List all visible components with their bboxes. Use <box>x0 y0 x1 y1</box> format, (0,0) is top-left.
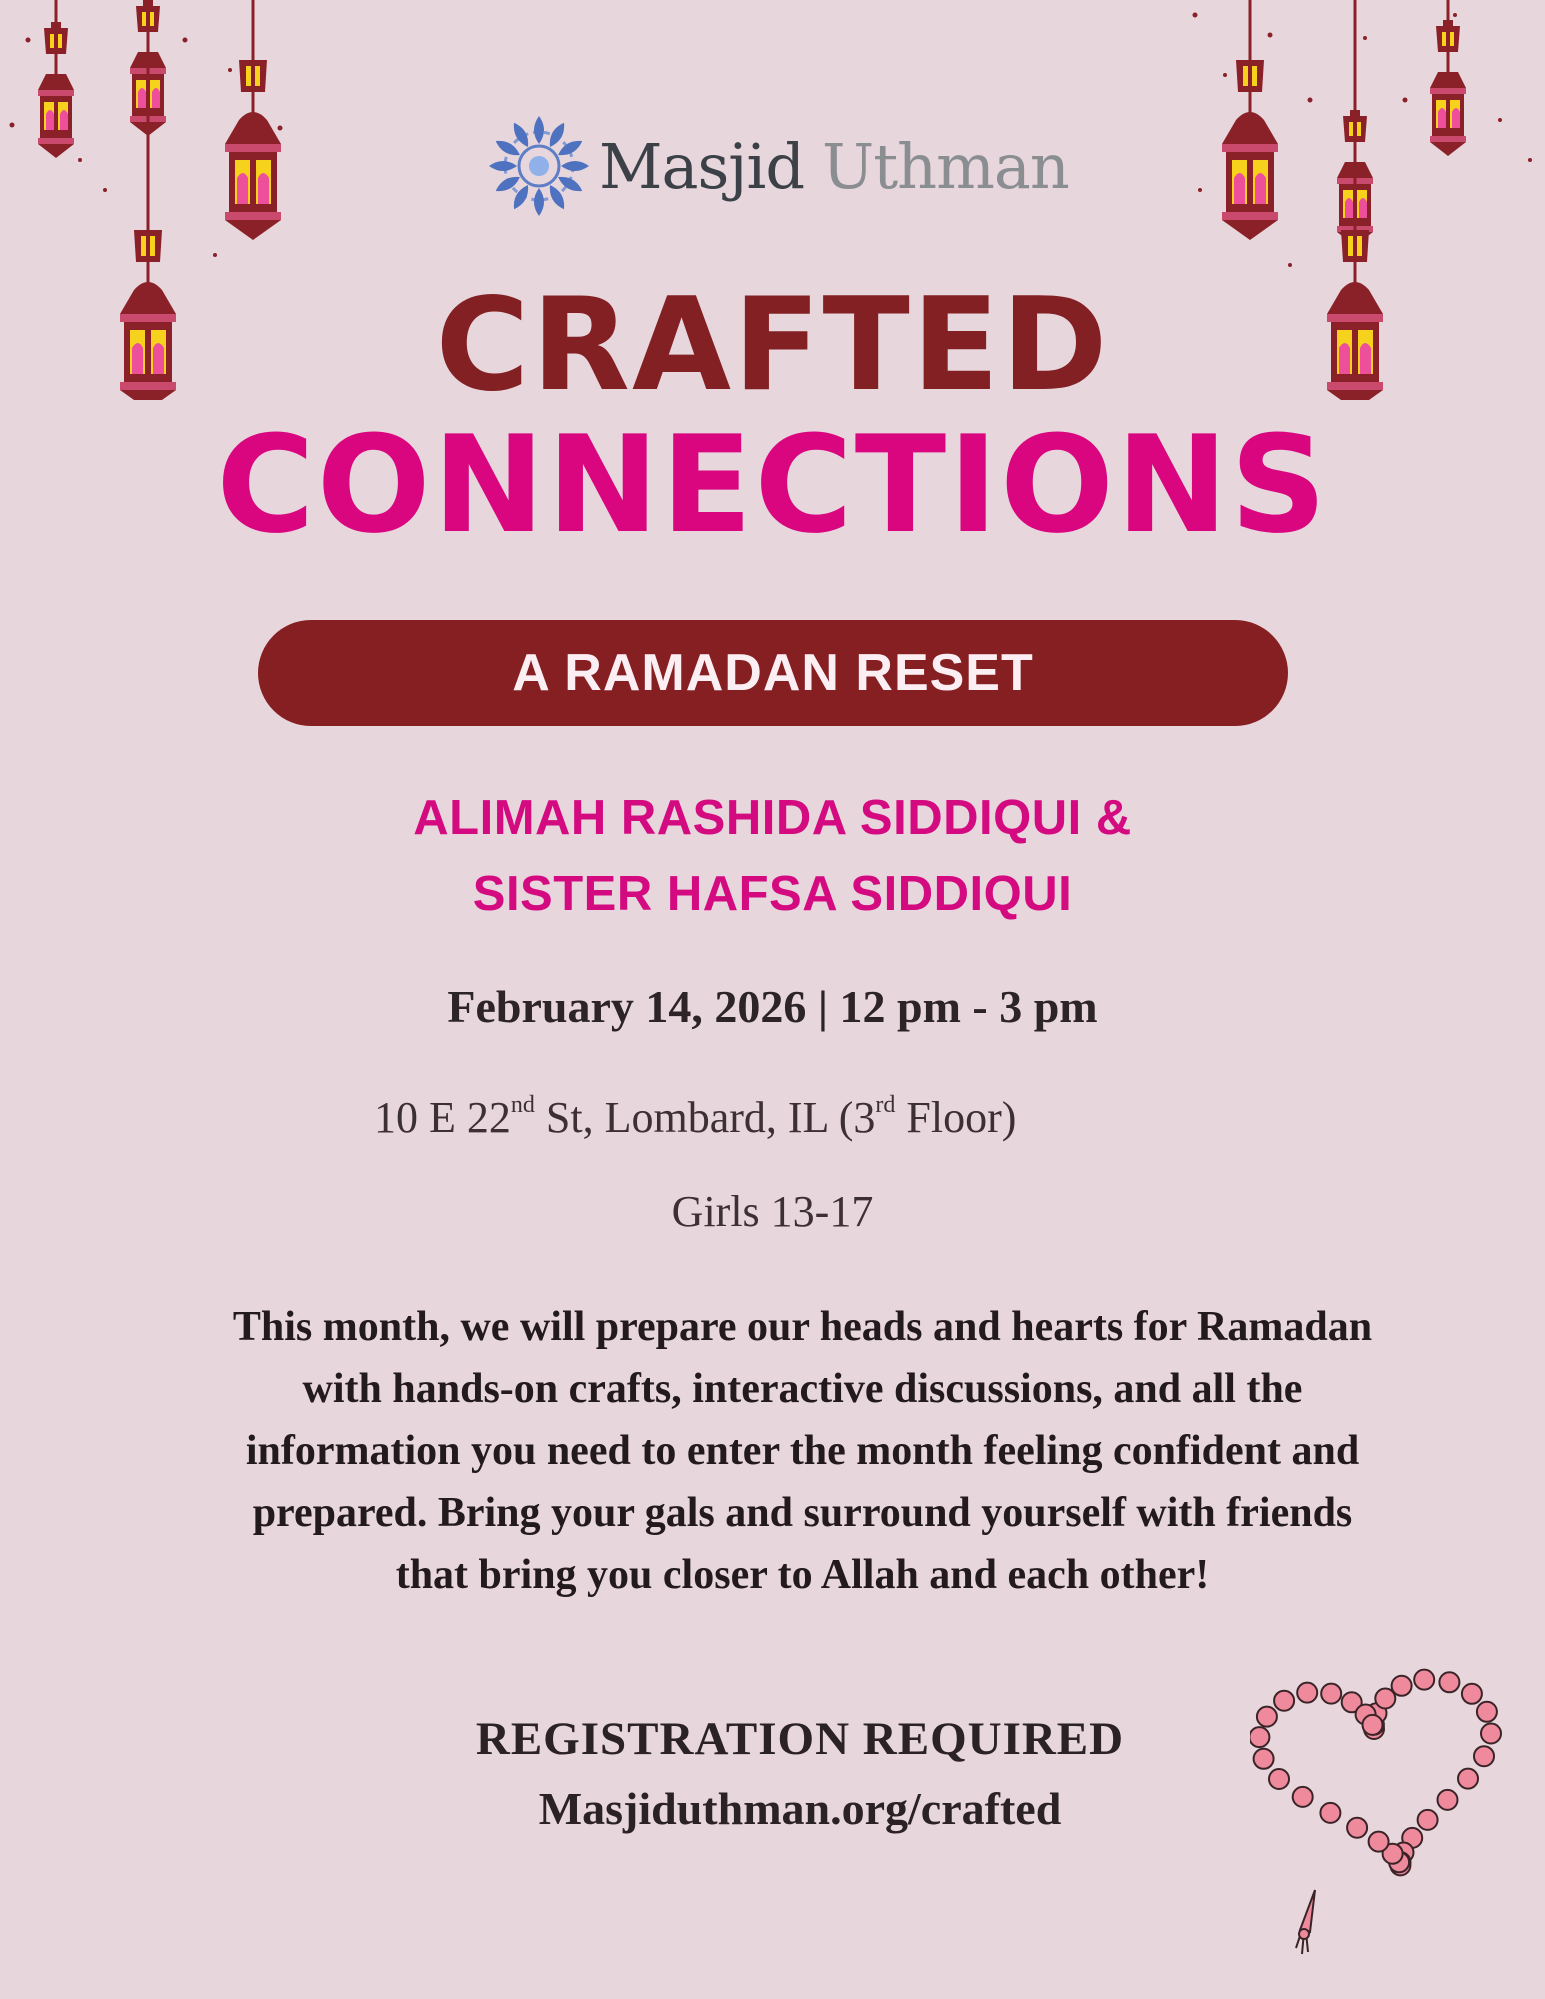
bead <box>1297 1683 1317 1703</box>
masjid-uthman-logo <box>485 112 1069 220</box>
description-line: information you need to enter the month feeling confident and <box>245 1428 1360 1474</box>
bead <box>1462 1684 1482 1704</box>
bead <box>1321 1684 1341 1704</box>
bead <box>1250 1727 1269 1747</box>
bead <box>1257 1707 1277 1727</box>
bead <box>1458 1769 1478 1789</box>
mandala-icon <box>485 112 593 220</box>
address-part-3: Floor) <box>895 1093 1017 1142</box>
banner-text: A RAMADAN RESET <box>512 644 1034 702</box>
bead <box>1418 1810 1438 1830</box>
bead <box>1320 1803 1340 1823</box>
prayer-beads-heart-icon <box>1250 1640 1510 1960</box>
bead <box>1293 1787 1313 1807</box>
bead <box>1392 1676 1412 1696</box>
address-superscript-2: rd <box>875 1092 896 1119</box>
bead <box>1474 1746 1494 1766</box>
description-line: prepared. Bring your gals and surround yourself with friends <box>252 1490 1353 1536</box>
title-crafted: CRAFTED <box>435 271 1110 420</box>
bead <box>1269 1769 1289 1789</box>
bead <box>1363 1715 1383 1735</box>
address-part-2: St, Lombard, IL (3 <box>534 1093 876 1142</box>
bead <box>1254 1749 1274 1769</box>
title-connections: CONNECTIONS <box>216 407 1329 563</box>
subtitle-banner <box>258 620 1288 726</box>
speaker-line-2: SISTER HAFSA SIDDIQUI <box>472 867 1073 921</box>
registration-required: REGISTRATION REQUIRED <box>475 1713 1125 1765</box>
logo-word-uthman: Uthman <box>822 129 1069 203</box>
description-line: that bring you closer to Allah and each other! <box>395 1552 1210 1598</box>
address-superscript-1: nd <box>510 1092 535 1119</box>
bead <box>1347 1818 1367 1838</box>
bead <box>1477 1702 1497 1722</box>
event-description <box>170 1296 1435 1606</box>
bead <box>1369 1832 1389 1852</box>
bead <box>1438 1790 1458 1810</box>
event-datetime: February 14, 2026 | 12 pm - 3 pm <box>447 981 1098 1032</box>
bead <box>1481 1724 1501 1744</box>
logo-word-masjid: Masjid <box>599 129 805 203</box>
logo-wordmark <box>599 130 1069 203</box>
description-line: with hands-on crafts, interactive discussions, and all the <box>302 1366 1303 1412</box>
audience-ages: Girls 13-17 <box>671 1187 874 1236</box>
description-line: This month, we will prepare our heads and hearts for Ramadan <box>232 1304 1373 1350</box>
bead <box>1414 1670 1434 1690</box>
bead <box>1439 1672 1459 1692</box>
address-part-1: 10 E 22 <box>374 1093 511 1142</box>
speaker-line-1: ALIMAH RASHIDA SIDDIQUI & <box>413 791 1132 845</box>
event-address <box>374 1092 1016 1143</box>
bead <box>1274 1691 1294 1711</box>
registration-url[interactable]: Masjiduthman.org/crafted <box>538 1783 1062 1834</box>
